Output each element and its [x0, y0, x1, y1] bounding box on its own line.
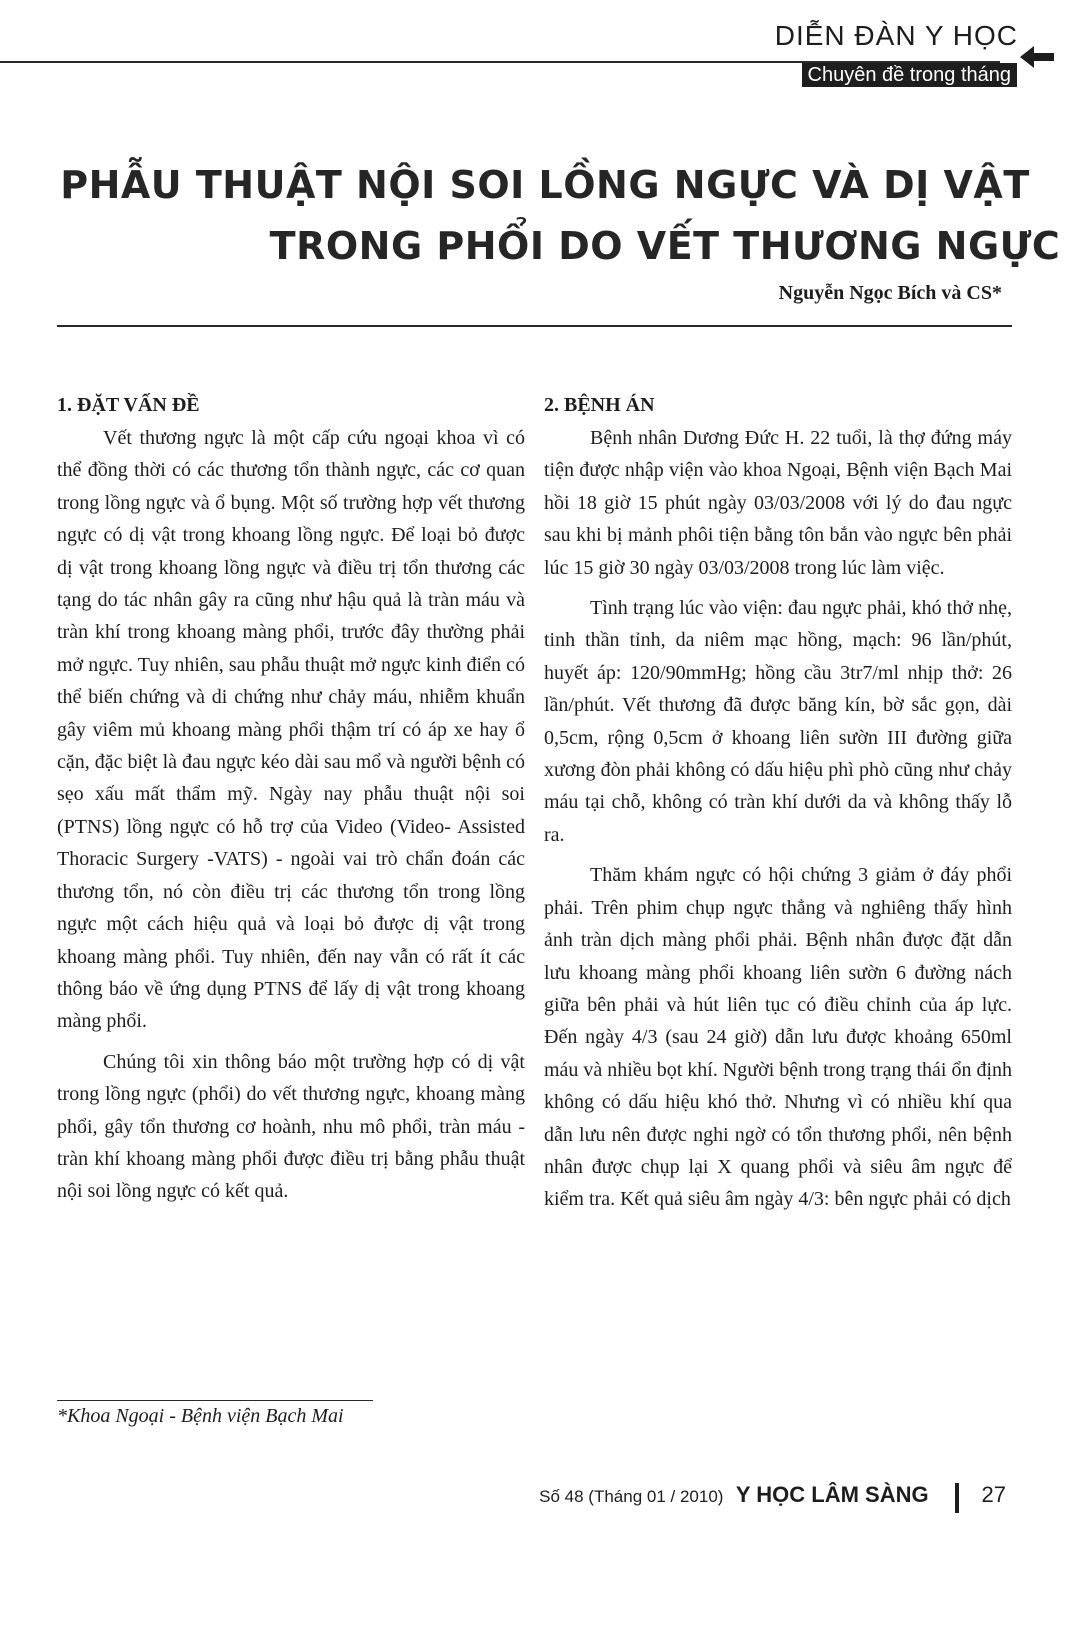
footnote: *Khoa Ngoại - Bệnh viện Bạch Mai [57, 1405, 344, 1427]
issue-info: Số 48 (Tháng 01 / 2010) [539, 1487, 724, 1506]
title-rule [57, 325, 1012, 327]
page-number: 27 [981, 1482, 1006, 1507]
section-heading-case-report: 2. BỆNH ÁN [544, 394, 655, 416]
article-title-line2: TRONG PHỔI DO VẾT THƯƠNG NGỰC [269, 224, 1061, 268]
footnote-rule [57, 1400, 373, 1401]
left-column [57, 390, 525, 1216]
paragraph: Tình trạng lúc vào viện: đau ngực phải, khó thở nhẹ, tinh thần tỉnh, da niêm mạc hồng, mạch: 96 lần/phút, huyết áp: 120/90mmHg; hồng cầu 3tr7/ml nhịp thở: 26 lần/phút. Vết thương đã được băng kín, bờ sắc gọn, dài 0,5cm, rộng 0,5cm ở khoang liên sườn III đường giữa xương đòn phải không có dấu hiệu phì phò cũng như chảy máu tại chỗ, không có tràn khí dưới da và không thấy lỗ ra. [544, 597, 1012, 846]
article-author: Nguyễn Ngọc Bích và CS* [778, 282, 1002, 304]
page-footer [539, 1482, 1006, 1513]
paragraph: Vết thương ngực là một cấp cứu ngoại khoa vì có thể đồng thời có các thương tổn thành ngực, các cơ quan trong lồng ngực và ổ bụng. Một số trường hợp vết thương ngực có dị vật trong khoang lồng ngực. Để loại bỏ được dị vật trong khoang lồng ngực và điều trị tổn thương các tạng do tác nhân gây ra cũng như hậu quả là tràn máu và tràn khí trong khoang màng phổi, trước đây thường phải mở ngực. Tuy nhiên, sau phẫu thuật mở ngực kinh điển có thể biến chứng và di chứng như chảy máu, nhiễm khuẩn gây viêm mủ khoang màng phổi thậm trí có áp xe hay ổ cặn, đặc biệt là đau ngực kéo dài sau mổ và người bệnh có sẹo xấu mất thẩm mỹ. Ngày nay phẫu thuật nội soi (PTNS) lồng ngực có hỗ trợ của Video (Video- Assisted Thoracic Surgery -VATS) - ngoài vai trò chẩn đoán các thương tổn, nó còn điều trị các thương tổn trong lồng ngực một cách hiệu quả và loại bỏ được dị vật trong khoang màng phổi. Tuy nhiên, đến nay vẫn có rất ít các thông báo về ứng dụng PTNS để lấy dị vật trong khoang màng phổi. [57, 427, 525, 1033]
journal-name: Y HỌC LÂM SÀNG [735, 1482, 929, 1507]
section-subtitle: Chuyên đề trong tháng [802, 63, 1018, 87]
section-heading-introduction: 1. ĐẶT VẤN ĐỀ [57, 394, 200, 416]
right-column [544, 390, 1012, 1224]
paragraph: Chúng tôi xin thông báo một trường hợp có dị vật trong lồng ngực (phổi) do vết thương ngực, khoang màng phổi, gây tổn thương cơ hoành, nhu mô phổi, tràn máu - tràn khí khoang màng phổi được điều trị bằng phẫu thuật nội soi lồng ngực có kết quả. [57, 1050, 525, 1203]
article-title-line1: PHẪU THUẬT NỘI SOI LỒNG NGỰC VÀ DỊ VẬT [60, 163, 1030, 207]
footer-separator [955, 1483, 959, 1513]
paragraph: Thăm khám ngực có hội chứng 3 giảm ở đáy phổi phải. Trên phim chụp ngực thẳng và nghiêng thấy hình ảnh tràn dịch màng phổi phải. Bệnh nhân được đặt dẫn lưu khoang màng phổi khoang liên sườn 6 đường nách giữa bên phải và hút liên tục có điều chỉnh của áp lực. Đến ngày 4/3 (sau 24 giờ) dẫn lưu được khoảng 650ml máu và nhiều bọt khí. Người bệnh trong trạng thái ổn định không có dấu hiệu khó thở. Nhưng vì có nhiều khí qua dẫn lưu nên được nghi ngờ có tổn thương phổi, nên bệnh nhân được chụp lại X quang phổi và siêu âm ngực để kiểm tra. Kết quả siêu âm ngày 4/3: bên ngực phải có dịch [544, 864, 1013, 1211]
section-title: DIỄN ĐÀN Y HỌC [774, 20, 1018, 51]
left-arrow-icon [1020, 46, 1054, 68]
paragraph: Bệnh nhân Dương Đức H. 22 tuổi, là thợ đứng máy tiện được nhập viện vào khoa Ngoại, Bệnh viện Bạch Mai hồi 18 giờ 15 phút ngày 03/03/2008 với lý do đau ngực sau khi bị mảnh phôi tiện bằng tôn bắn vào ngực bên phải lúc 15 giờ 30 ngày 03/03/2008 trong lúc làm việc. [544, 427, 1012, 579]
